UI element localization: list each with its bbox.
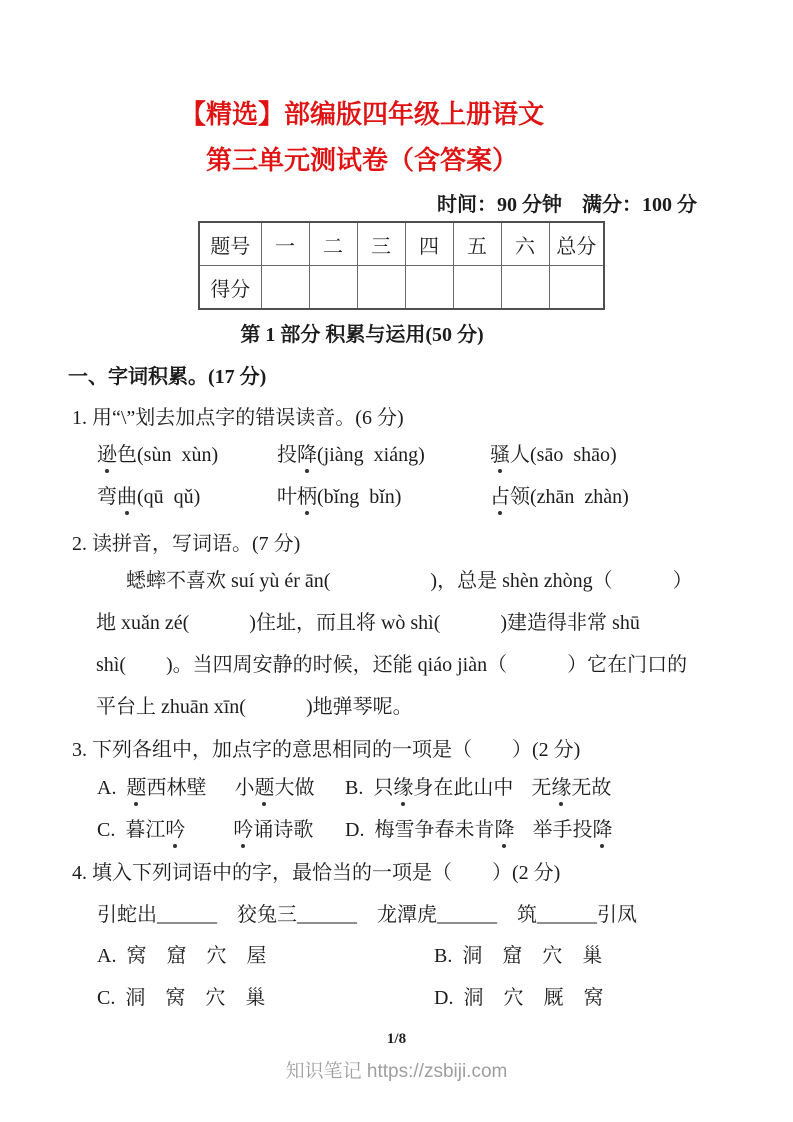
passage-line: 蟋蟀不喜欢 suí yù ér ān( )，总是 shèn zhòng（ ） <box>126 570 693 592</box>
dotted-char: 逊 <box>97 438 117 467</box>
dotted-char: 缘 <box>393 771 413 800</box>
option-b: B. 只缘身在此山中 无缘无故 <box>345 771 611 800</box>
score-table-header-cell: 六 <box>501 222 549 266</box>
dotted-char: 降 <box>592 813 612 842</box>
question1-words-row2 <box>97 480 629 509</box>
passage-line: 地 xuǎn zé( )住址，而且将 wò shì( )建造得非常 shū <box>96 612 640 634</box>
score-table-header-cell: 五 <box>453 222 501 266</box>
question2-stem: 2. 读拼音，写词语。(7 分) <box>72 533 301 555</box>
option-label: A. <box>97 945 117 967</box>
score-table-header-cell: 题号 <box>199 222 261 266</box>
dotted-char: 题 <box>126 771 146 800</box>
score-cell-empty <box>501 266 549 310</box>
option-label: D. <box>434 987 454 1009</box>
question1-words-row1 <box>97 438 617 467</box>
score-table-header-row <box>199 222 604 266</box>
word-with-pinyin: 骚人(sāo shāo) <box>490 438 617 467</box>
pinyin-choices: (bǐng bǐn) <box>317 486 402 508</box>
dotted-char: 曲 <box>117 480 137 509</box>
dotted-char: 吟 <box>165 813 185 842</box>
pinyin-choices: (jiàng xiáng) <box>317 444 425 466</box>
dotted-char: 骚 <box>490 438 510 467</box>
score-table-score-row <box>199 266 604 310</box>
score-cell-empty <box>357 266 405 310</box>
dotted-char: 题 <box>254 771 274 800</box>
score-cell-empty <box>405 266 453 310</box>
option-c: C. 暮江吟 吟诵诗歌 <box>97 813 345 842</box>
option-d: D. 洞 穴 厩 窝 <box>434 987 604 1009</box>
part1-heading: 第 1 部分 积累与运用(50 分) <box>240 324 484 346</box>
question4-stem: 4. 填入下列词语中的字，最恰当的一项是（ ）(2 分) <box>72 862 561 884</box>
dotted-char: 降 <box>494 813 514 842</box>
doc-title-line2: 第三单元测试卷（含答案） <box>205 146 518 175</box>
option-label: B. <box>345 777 364 799</box>
dotted-char: 柄 <box>297 480 317 509</box>
score-cell-empty <box>261 266 309 310</box>
question4-options-row2 <box>97 981 603 1010</box>
dotted-char: 占 <box>490 480 510 509</box>
word-with-pinyin: 占领(zhān zhàn) <box>490 480 629 509</box>
option-d: D. 梅雪争春未肯降 举手投降 <box>345 813 612 842</box>
question2-passage <box>96 566 693 734</box>
option-label: C. <box>97 819 116 841</box>
pinyin-choices: (qū qǔ) <box>137 486 201 508</box>
score-row-label: 得分 <box>199 266 261 310</box>
passage-line: 平台上 zhuān xīn( )地弹琴呢。 <box>96 696 413 718</box>
pinyin-choices: (zhān zhàn) <box>530 486 629 508</box>
word-with-pinyin: 投降(jiàng xiáng) <box>277 438 490 467</box>
watermark: 知识笔记 https://zsbiji.com <box>285 1061 508 1082</box>
question4-fill-line: 引蛇出______ 狡兔三______ 龙潭虎______ 筑______引凤 <box>97 904 637 926</box>
score-cell-empty <box>453 266 501 310</box>
word-with-pinyin: 弯曲(qū qǔ) <box>97 480 277 509</box>
score-cell-empty <box>549 266 604 310</box>
question4-options-row1 <box>97 939 602 968</box>
pinyin-choices: (sùn xùn) <box>137 444 219 466</box>
page-number: 1/8 <box>386 1031 407 1047</box>
question3-stem: 3. 下列各组中，加点字的意思相同的一项是（ ）(2 分) <box>72 739 581 761</box>
pinyin-choices: (sāo shāo) <box>530 444 617 466</box>
question3-options-row2 <box>97 813 612 842</box>
option-a: A. 题西林壁 小题大做 <box>97 771 345 800</box>
option-a: A. 窝 窟 穴 屋 <box>97 945 267 967</box>
score-table-header-cell: 二 <box>309 222 357 266</box>
dotted-char: 降 <box>297 438 317 467</box>
score-table <box>198 221 605 310</box>
option-label: A. <box>97 777 117 799</box>
option-label: B. <box>434 945 453 967</box>
dotted-char: 缘 <box>551 771 571 800</box>
option-label: C. <box>97 987 116 1009</box>
score-table-header-cell: 一 <box>261 222 309 266</box>
passage-line: shì( )。当四周安静的时候，还能 qiáo jiàn（ ）它在门口的 <box>96 654 688 676</box>
word-with-pinyin: 逊色(sùn xùn) <box>97 438 277 467</box>
doc-title-line1: 【精选】部编版四年级上册语文 <box>179 100 544 129</box>
score-cell-empty <box>309 266 357 310</box>
option-c: C. 洞 窝 穴 巢 <box>97 987 266 1009</box>
time-score-meta: 时间：90 分钟 满分：100 分 <box>437 194 697 216</box>
score-table-header-cell: 总分 <box>549 222 604 266</box>
question1-stem: 1. 用“\”划去加点字的错误读音。(6 分) <box>72 407 404 429</box>
section1-heading: 一、字词积累。(17 分) <box>68 366 267 388</box>
option-label: D. <box>345 819 365 841</box>
question3-options-row1 <box>97 771 611 800</box>
word-with-pinyin: 叶柄(bǐng bǐn) <box>277 480 490 509</box>
score-table-header-cell: 四 <box>405 222 453 266</box>
score-table-header-cell: 三 <box>357 222 405 266</box>
option-b: B. 洞 窟 穴 巢 <box>434 945 603 967</box>
dotted-char: 吟 <box>233 813 253 842</box>
